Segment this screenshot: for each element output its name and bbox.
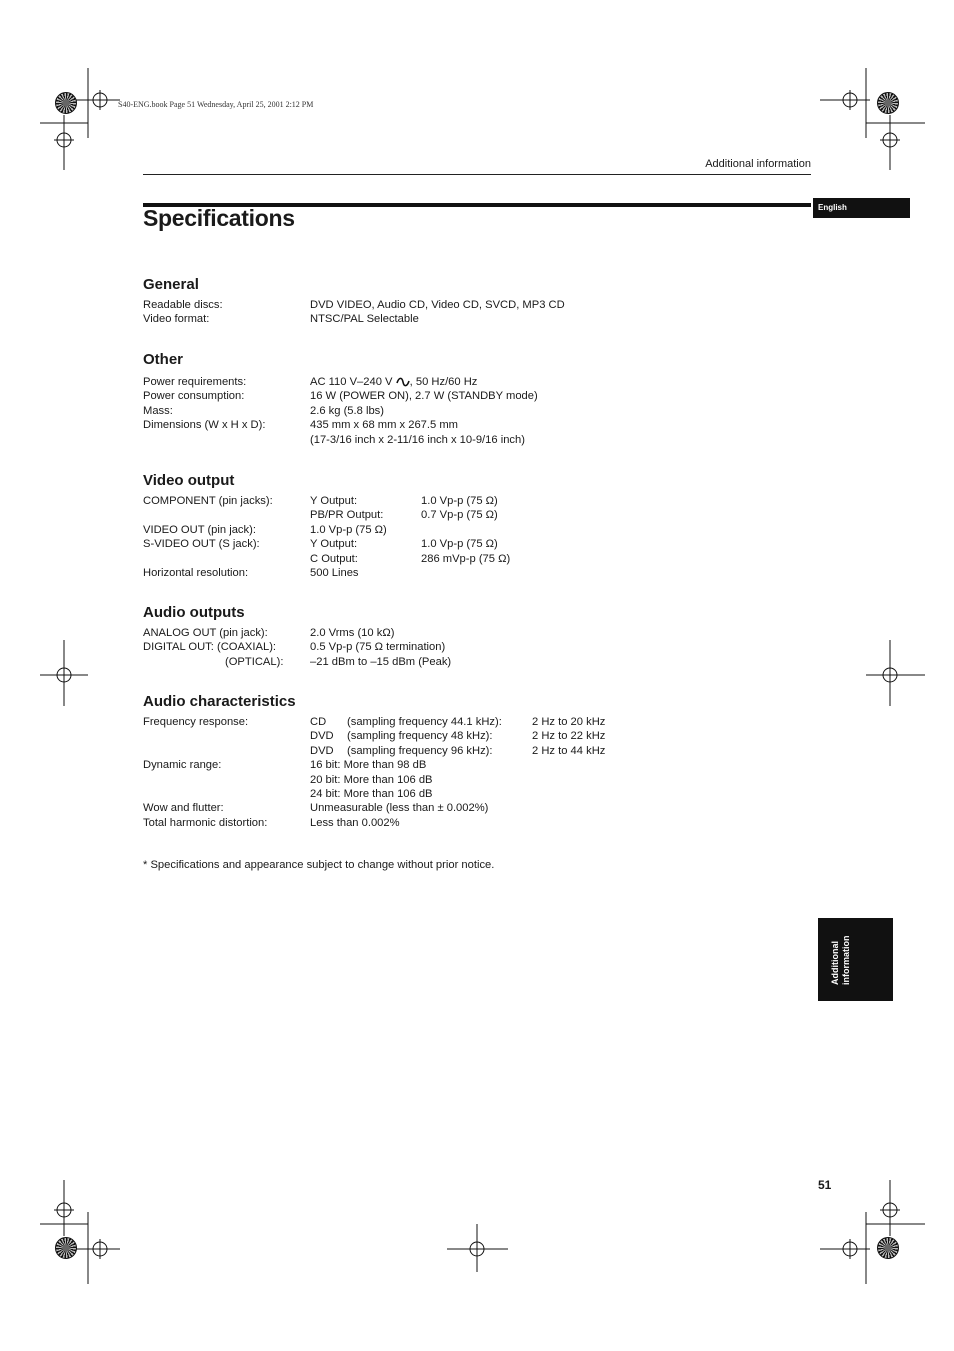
spec-row [143,552,783,566]
spec-label: Power consumption: [143,390,245,403]
spec-row [143,298,783,312]
crosshair-icon [70,1212,120,1284]
spec-value: 16 bit: More than 98 dB [310,759,427,772]
page-title: Specifications [143,205,295,231]
crosshair-icon [40,115,88,170]
spec-value [310,375,477,389]
spec-value: 2.6 kg (5.8 lbs) [310,404,384,417]
disc-type: DVD [310,730,334,743]
crosshair-icon [866,640,925,706]
spec-row [143,655,783,669]
spec-label: COMPONENT (pin jacks): [143,495,273,507]
spec-row [143,626,783,640]
spec-row [143,433,783,447]
crosshair-icon [447,1224,508,1272]
spec-sublabel: PB/PR Output: [310,509,384,522]
color-rosette-icon [55,92,77,114]
spec-row [143,640,783,654]
spec-value: 24 bit: More than 106 dB [310,787,433,800]
header-rule [143,174,811,175]
spec-value: 0.5 Vp-p (75 Ω termination) [310,641,446,654]
spec-value: Less than 0.002% [310,816,400,829]
spec-value: 286 mVp-p (75 Ω) [421,552,511,565]
spec-label: (OPTICAL): [225,655,284,668]
spec-value: Unmeasurable (less than ± 0.002%) [310,802,489,815]
spec-value: 500 Lines [310,566,359,579]
spec-row [143,404,783,418]
spec-label: Wow and flutter: [143,802,224,815]
color-rosette-icon [55,1237,77,1259]
section-heading: Audio outputs [143,604,245,621]
sampling-frequency: (sampling frequency 96 kHz): [347,744,493,757]
spec-row [143,537,783,551]
language-tab: English [813,198,910,218]
spec-row [143,312,783,326]
spec-sublabel: Y Output: [310,495,358,507]
ac-wave-icon [396,377,410,387]
footnote: * Specifications and appearance subject to change without prior notice. [143,859,495,871]
crosshair-icon [866,115,925,170]
section-audio-characteristics [143,693,783,830]
crosshair-icon [40,640,88,706]
spec-row [143,418,783,432]
sampling-frequency: (sampling frequency 48 kHz): [347,730,493,743]
spec-value: 2 Hz to 20 kHz [532,716,606,728]
spec-sublabel: C Output: [310,552,358,565]
power-frequency: , 50 Hz/60 Hz [409,376,478,388]
section-heading: Video output [143,472,235,489]
file-info-line: S40-ENG.book Page 51 Wednesday, April 25, 2001 2:12 PM [118,100,314,109]
power-voltage: AC 110 V–240 V [310,376,393,388]
section-side-tab [818,918,893,1001]
spec-label: Horizontal resolution: [143,566,249,579]
spec-label: Dimensions (W x H x D): [143,419,266,432]
spec-label: Mass: [143,404,173,417]
spec-value: 1.0 Vp-p (75 Ω) [421,495,498,507]
spec-label: Dynamic range: [143,759,222,772]
spec-row [143,773,783,787]
side-tab-label [830,895,852,985]
spec-row [143,523,783,537]
section-audio-outputs [143,604,783,669]
spec-value: NTSC/PAL Selectable [310,313,419,326]
crosshair-icon [866,1180,925,1236]
crosshair-icon [820,68,870,138]
spec-row [143,758,783,772]
spec-label: DIGITAL OUT: (COAXIAL): [143,641,277,654]
spec-label: S-VIDEO OUT (S jack): [143,538,260,551]
crosshair-icon [40,1180,88,1236]
disc-type: CD [310,716,327,728]
crosshair-icon [820,1212,870,1284]
section-heading: General [143,276,199,293]
disc-type: DVD [310,744,334,757]
section-heading: Audio characteristics [143,693,296,710]
spec-value: 1.0 Vp-p (75 Ω) [421,538,498,551]
section-general [143,276,783,327]
spec-value: 2 Hz to 22 kHz [532,730,606,743]
spec-label: ANALOG OUT (pin jack): [143,627,268,639]
section-heading: Other [143,351,184,368]
spec-row [143,801,783,815]
spec-value: 2.0 Vrms (10 kΩ) [310,627,395,639]
spec-value: 1.0 Vp-p (75 Ω) [310,523,387,536]
spec-value: (17-3/16 inch x 2-11/16 inch x 10-9/16 inch) [310,433,525,446]
spec-label: Frequency response: [143,716,249,728]
spec-label: Video format: [143,313,210,326]
page-number: 51 [818,1178,832,1192]
spec-row [143,787,783,801]
spec-label: Total harmonic distortion: [143,816,268,829]
sampling-frequency: (sampling frequency 44.1 kHz): [347,716,502,728]
spec-row [143,375,783,389]
color-rosette-icon [877,92,899,114]
spec-row [143,715,783,729]
crosshair-icon [70,68,120,138]
spec-row [143,566,783,580]
side-tab-line: Additional [830,941,840,985]
spec-row [143,729,783,743]
spec-value: 2 Hz to 44 kHz [532,744,606,757]
spec-label: VIDEO OUT (pin jack): [143,523,256,536]
spec-value: 16 W (POWER ON), 2.7 W (STANDBY mode) [310,390,538,403]
spec-sublabel: Y Output: [310,538,358,551]
spec-value: 0.7 Vp-p (75 Ω) [421,509,498,522]
spec-value: DVD VIDEO, Audio CD, Video CD, SVCD, MP3 CD [310,299,565,311]
spec-row [143,816,783,830]
section-other [143,351,783,447]
spec-row [143,494,783,508]
spec-value: –21 dBm to –15 dBm (Peak) [310,655,452,668]
running-header: Additional information [705,158,811,170]
spec-value: 435 mm x 68 mm x 267.5 mm [310,419,458,432]
spec-label: Power requirements: [143,376,247,388]
color-rosette-icon [877,1237,899,1259]
spec-label: Readable discs: [143,299,223,311]
spec-row [143,508,783,522]
spec-row [143,744,783,758]
section-video-output [143,472,783,580]
spec-value: 20 bit: More than 106 dB [310,773,433,786]
side-tab-line: information [841,935,851,985]
spec-row [143,389,783,403]
